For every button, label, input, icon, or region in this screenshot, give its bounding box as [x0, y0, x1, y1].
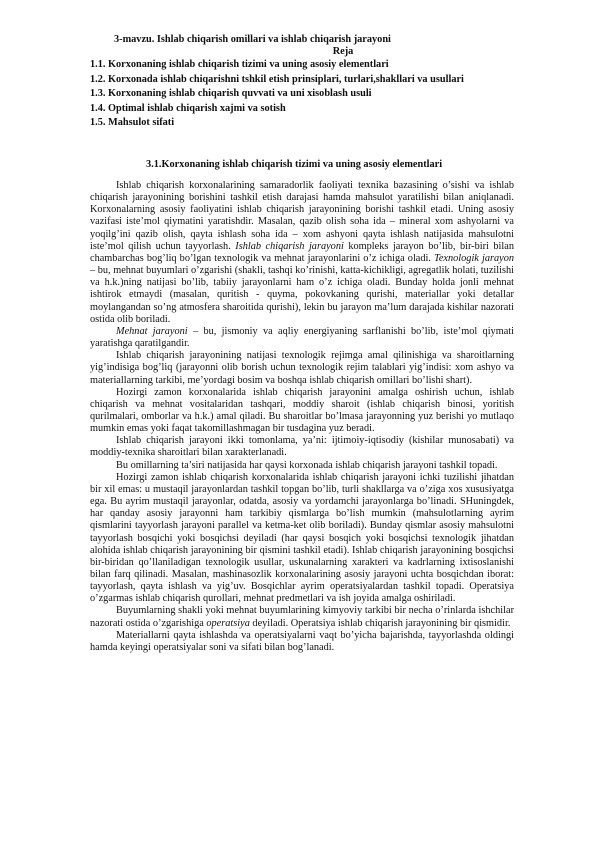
plan-item: 1.1. Korxonaning ishlab chiqarish tizimi va uning asosiy elementlari — [90, 59, 389, 70]
plan-item: 1.5. Mahsulot sifati — [90, 117, 175, 129]
paragraph: Bu omillarning ta’siri natijasida har qaysi korxonada ishlab chiqarish jarayoni tashkil topadi. — [116, 459, 498, 471]
plan-item: 1.3. Korxonaning ishlab chiqarish quvvati va uni xisoblash usuli — [90, 88, 372, 100]
paragraph: Buyumlarning shakli yoki mehnat buyumlarining kimyoviy tarkibi bir necha o’rinlarda ishchilar nazorati ostida o’zgarishiga operatsiya deyiladi. Operatsiya ishlab chiqarish jarayonining bir qismidir. — [90, 605, 514, 629]
paragraph: Ishlab chiqarish jarayonining natijasi texnologik rejimga amal qilinishiga va sharoitlarning yig’indisiga bog’liq (jarayonni olib borish uchun texnologik rejim talablari yig’indisi: xom ashyo va materiallarning tarkibi, me’yordagi bosim va boshqa ishlab chiqarish omillari bo’lishi shart). — [90, 350, 514, 386]
term-emphasis: Mehnat jarayoni — [116, 325, 188, 337]
plan-item: 1.4. Optimal ishlab chiqarish xajmi va sotish — [90, 102, 286, 114]
body-text — [90, 180, 514, 654]
plan-list — [90, 58, 464, 131]
paragraph: Ishlab chiqarish jarayoni ikki tomonlama, ya’ni: ijtimoiy-iqtisodiy (kishilar munosabati) va moddiy-texnika sharoitlari bilan xarakterlanadi. — [90, 435, 514, 459]
topic-title: 3-mavzu. Ishlab chiqarish omillari va ishlab chiqarish jarayoni — [114, 34, 391, 45]
paragraph: Mehnat jarayoni – bu, jismoniy va aqliy energiyaning sarflanishi bo’lib, iste’mol qiymati yaratishga qaratilgandir. — [90, 325, 515, 350]
paragraph: Hozirgi zamon korxonalarida ishlab chiqarish jarayonini amalga oshirish uchun, ishlab chiqarish va mehnat vositalaridan tashqari, moddiy sharoit (ishlab chiqarish binosi, yoritish qurilmalari, omborlar va h.k.) amal qiladi. Bu sharoitlar bo’lmasa jarayonning yuz berishi yo mutlaqo mumkin emas yoki faqat takomillashmagan bir tusdagina yuz beradi. — [90, 386, 514, 435]
term-emphasis: Texnologik jarayon — [434, 252, 514, 264]
section-title: 3.1.Korxonaning ishlab chiqarish tizimi va uning asosiy elementlari — [146, 159, 443, 170]
plan-item: 1.2. Korxonada ishlab chiqarishni tshkil etish prinsiplari, turlari,shakllari va usullari — [90, 73, 464, 85]
paragraph: Ishlab chiqarish korxonalarining samaradorlik faoliyati texnika bazasining o’sishi va ishlab chiqarish jarayonining borishini tashkil etish darajasi hamda mahsulot yaratilishi bilan aniqlanadi. Korxonalarning asosiy faoliyatini ishlab chiqarish jarayonining borishi tashkil etadi. Uning asosiy vazifasi iste’mol qiymatini yaratishdir. Masalan, qazib olish soha ida – mineral xom ashyolarni va yoqilg’ini qazib olish, qayta ishlash soha ida – xom ashyoni qayta ishlash natijasida mahsulotni iste’mol qilish uchun tayyorlash. Ishlab chiqarish jarayoni kompleks jarayon bo’lib, bir-biri bilan chambarchas bog’liq bo’lgan texnologik va mehnat jarayonlarini o’z ichiga oladi. Texnologik jarayon – bu, mehnat buyumlari o’zgarishi (shakli, tashqi ko’rinishi, katta-kichikligi, agregatlik holati, tuzilishi va h.k.)ning natijasi bo’lib, tabiiy jarayonlarni ham o’z ichiga oladi. Bunday holda jonli mehnat ishtirok etmaydi (masalan, quritish - quyma, pokovkaning qurishi, materiallar yoki detallar moylangandan so’ng atmosfera sharoitida qurishi), lekin bu jarayon ma’lum darajada kishilar nazorati ostida olib boriladi. — [90, 180, 515, 325]
paragraph: Hozirgi zamon ishlab chiqarish korxonalarida ishlab chiqarish jarayoni ichki tuzilishi jihatdan bir xil emas: u mustaqil jarayonlardan tashkil topgan bo’lib, turli shakllarga va o’ziga xos xususiyatga ega. Bu ayrim mustaqil jarayonlar, odatda, asosiy va yordamchi jarayonlarga bo’linadi. SHuningdek, har qanday asosiy jarayonni ham tarkibiy qismlarga bo’lish mumkin (mahsulotlarning ayrim qismlarini tayyorlash jarayoni parallel va ketma-ket olib boriladi). Bunday qismlar asosiy mahsulotni tayyorlash bosqichi yoki bosqichsi deyiladi (har qaysi bosqich yoki bosqichsi texnologik jihatdan alohida ishlab chiqarish jarayonining bir qismini tashkil etadi). Ishlab chiqarish jarayonining bosqichsi bir-biridan qo’llaniladigan texnologik usullar, uskunalarning xarakteri va kadrlarning ixtisoslanishi bilan farq qilinadi. Masalan, mashinasozlik korxonalarining asosiy jarayoni uchta bosqichdan iborat: tayyorlash, qayta ishlash va yig’uv. Bosqichlar ayrim operatsiyalardan tashkil topadi. Operatsiya o’zgarmas ishlab chiqarish qurollari, mehnat predmetlari va ish joyida amalga oshiriladi. — [90, 471, 514, 605]
plan-heading: Reja — [332, 46, 354, 57]
term-emphasis: Ishlab chiqarish jarayoni — [235, 240, 344, 252]
term-emphasis: operatsiya — [206, 617, 250, 629]
paragraph: Materiallarni qayta ishlashda va operatsiyalarni vaqt bo’yicha bajarishda, tayyorlashda oldingi hamda keyingi operatsiyalar soni va sifati bilan bog’lanadi. — [90, 629, 514, 653]
